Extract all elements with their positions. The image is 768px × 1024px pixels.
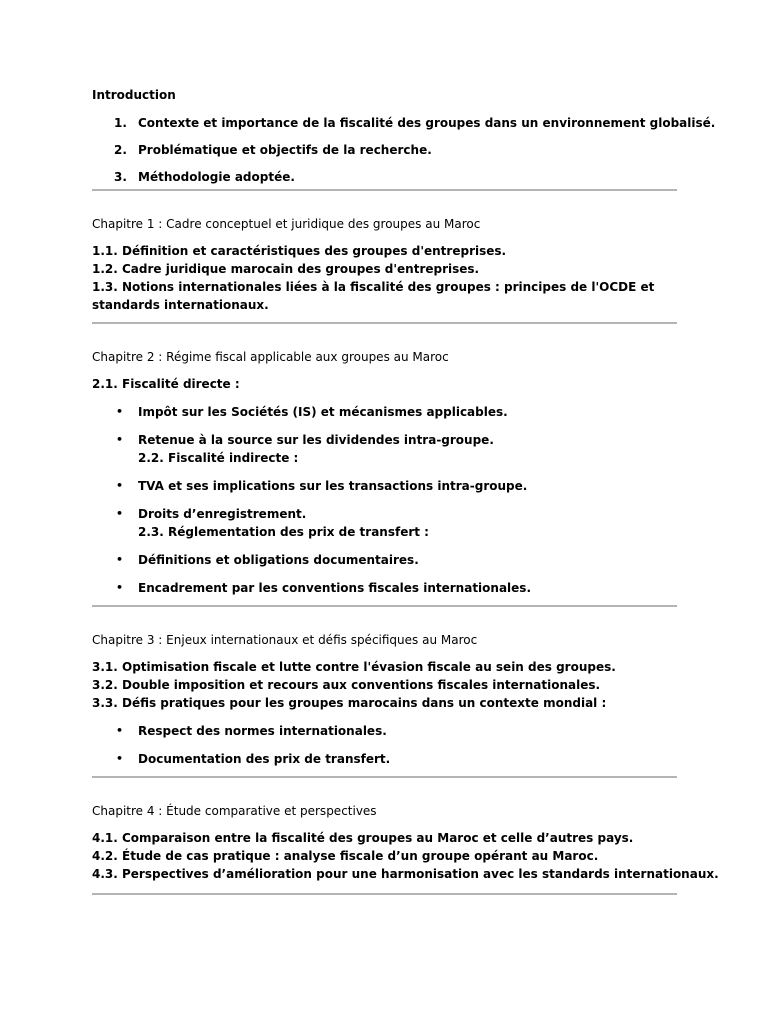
intro-item-1 — [92, 114, 716, 132]
list-item-text: Encadrement par les conventions fiscales internationales. — [138, 581, 532, 595]
list-item — [92, 431, 677, 467]
chapter-2-subsection-3: 2.3. Réglementation des prix de transfert : — [138, 525, 429, 539]
chapter-4-line-2: 4.2. Étude de cas pratique : analyse fiscale d’un groupe opérant au Maroc. — [92, 849, 599, 863]
bullet-icon: • — [116, 752, 124, 765]
list-item — [92, 722, 677, 740]
list-item-text: TVA et ses implications sur les transactions intra-groupe. — [138, 479, 528, 493]
document-content — [92, 86, 719, 895]
chapter-1-line-1: 1.1. Définition et caractéristiques des groupes d'entreprises. — [92, 244, 507, 258]
intro-item-3 — [92, 168, 677, 186]
bullet-icon: • — [116, 479, 124, 492]
chapter-4-title: Chapitre 4 : Étude comparative et perspectives — [92, 804, 377, 818]
bullet-icon: • — [116, 405, 124, 418]
chapter-1-line-3: 1.3. Notions internationales liées à la fiscalité des groupes : principes de l'OCDE et standards internationaux. — [92, 280, 655, 312]
intro-title: Introduction — [92, 88, 176, 102]
intro-item-3-text: Méthodologie adoptée. — [138, 170, 295, 184]
list-item-text: Respect des normes internationales. — [138, 724, 387, 738]
list-item-text: Impôt sur les Sociétés (IS) et mécanismes applicables. — [138, 405, 508, 419]
chapter-3-line-2: 3.2. Double imposition et recours aux conventions fiscales internationales. — [92, 678, 601, 692]
list-item-text: Définitions et obligations documentaires. — [138, 553, 419, 567]
list-item — [92, 579, 677, 597]
chapter-2-title: Chapitre 2 : Régime fiscal applicable aux groupes au Maroc — [92, 350, 449, 364]
list-item — [92, 551, 677, 569]
chapter-2-subsection-1: 2.1. Fiscalité directe : — [92, 377, 240, 391]
bullet-icon: • — [116, 507, 124, 520]
chapter-2-subsection-2: 2.2. Fiscalité indirecte : — [138, 451, 299, 465]
list-item — [92, 403, 677, 421]
chapter-4-line-3: 4.3. Perspectives d’amélioration pour une harmonisation avec les standards internationaux. — [92, 867, 719, 881]
bullet-icon: • — [116, 433, 124, 446]
intro-item-1-num: 1. — [114, 116, 127, 130]
list-item-text: Retenue à la source sur les dividendes intra-groupe. — [138, 433, 494, 447]
bullet-icon: • — [116, 553, 124, 566]
chapter-4-line-1: 4.1. Comparaison entre la fiscalité des groupes au Maroc et celle d’autres pays. — [92, 831, 634, 845]
intro-item-2-text: Problématique et objectifs de la recherche. — [138, 143, 432, 157]
chapter-1-line-2: 1.2. Cadre juridique marocain des groupes d'entreprises. — [92, 262, 480, 276]
intro-item-3-num: 3. — [114, 170, 127, 184]
chapter-3-line-3: 3.3. Défis pratiques pour les groupes marocains dans un contexte mondial : — [92, 696, 607, 710]
intro-item-2-num: 2. — [114, 143, 127, 157]
list-item-text: Droits d’enregistrement. — [138, 507, 307, 521]
intro-item-1-text: Contexte et importance de la fiscalité des groupes dans un environnement globalisé. — [138, 116, 716, 130]
chapter-1-title: Chapitre 1 : Cadre conceptuel et juridique des groupes au Maroc — [92, 217, 481, 231]
list-item — [92, 477, 677, 495]
intro-item-2 — [92, 141, 677, 159]
section-divider — [92, 893, 677, 895]
bullet-icon: • — [116, 724, 124, 737]
chapter-3-line-1: 3.1. Optimisation fiscale et lutte contre l'évasion fiscale au sein des groupes. — [92, 660, 616, 674]
list-item-text: Documentation des prix de transfert. — [138, 752, 391, 766]
list-item — [92, 505, 677, 541]
chapter-3-title: Chapitre 3 : Enjeux internationaux et défis spécifiques au Maroc — [92, 633, 478, 647]
list-item — [92, 750, 677, 768]
bullet-icon: • — [116, 581, 124, 594]
